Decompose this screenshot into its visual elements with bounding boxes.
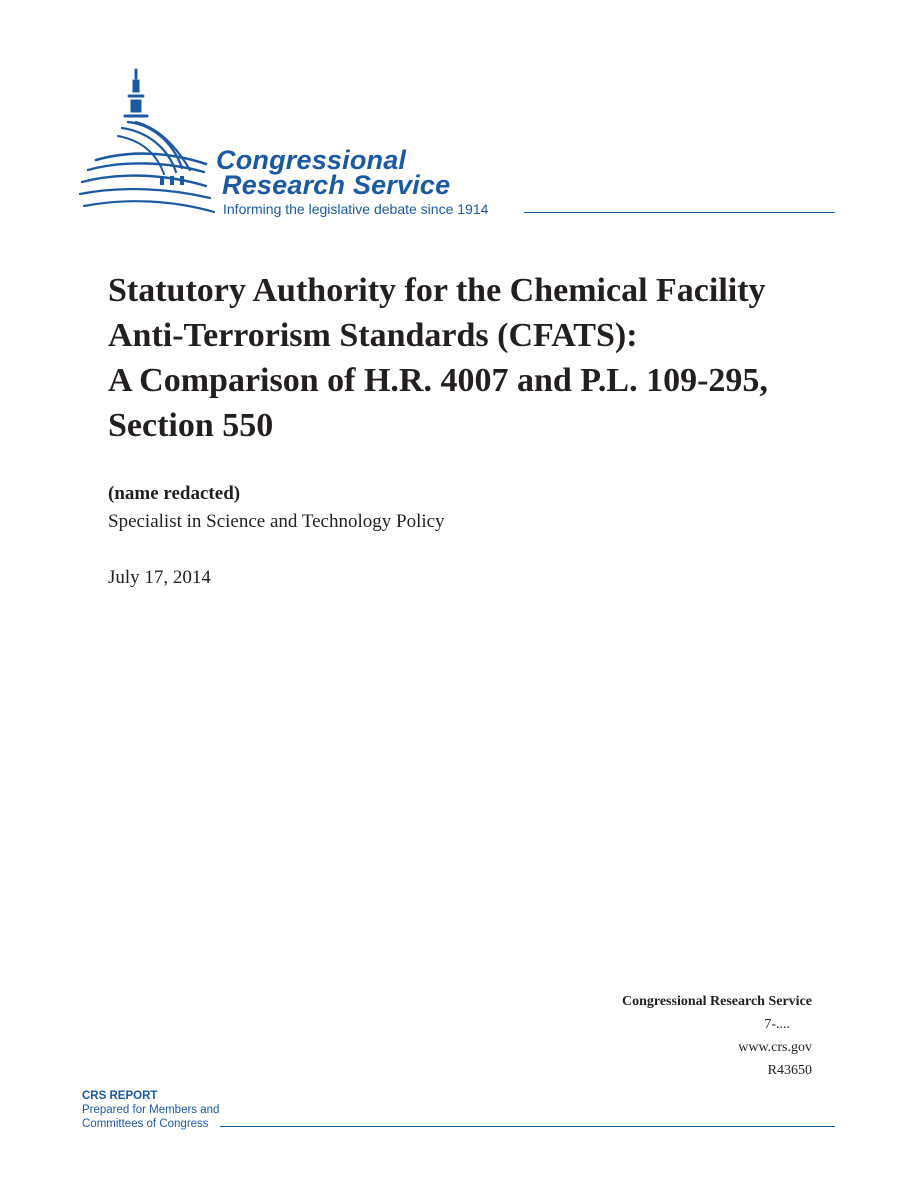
logo-title-line1: Congressional xyxy=(216,145,407,175)
title-line: Statutory Authority for the Chemical Facility xyxy=(108,272,766,309)
crs-logo xyxy=(0,0,920,240)
crs-report-footer xyxy=(82,1089,219,1131)
crs-website-link[interactable]: www.crs.gov xyxy=(738,1040,812,1055)
crs-org-name: Congressional Research Service xyxy=(621,994,812,1009)
report-number: R43650 xyxy=(767,1063,812,1078)
logo-tagline: Informing the legislative debate since 1914 xyxy=(223,201,489,217)
title-line: Anti-Terrorism Standards (CFATS): xyxy=(108,317,638,354)
crs-phone: 7-.... xyxy=(764,1017,790,1032)
crs-report-line2: Committees of Congress xyxy=(82,1118,209,1130)
logo-title-line2: Research Service xyxy=(222,170,451,200)
crs-report-label: CRS REPORT xyxy=(82,1090,158,1102)
report-date: July 17, 2014 xyxy=(108,567,211,588)
crs-info-block xyxy=(622,990,812,1082)
report-title xyxy=(108,268,868,448)
crs-report-line1: Prepared for Members and xyxy=(82,1104,220,1116)
tagline-divider xyxy=(524,212,835,213)
title-line: Section 550 xyxy=(108,407,274,444)
footer-divider xyxy=(220,1126,835,1127)
title-line: A Comparison of H.R. 4007 and P.L. 109-295, xyxy=(108,362,768,399)
author-name: (name redacted) xyxy=(108,483,241,504)
author-title: Specialist in Science and Technology Policy xyxy=(108,511,445,532)
